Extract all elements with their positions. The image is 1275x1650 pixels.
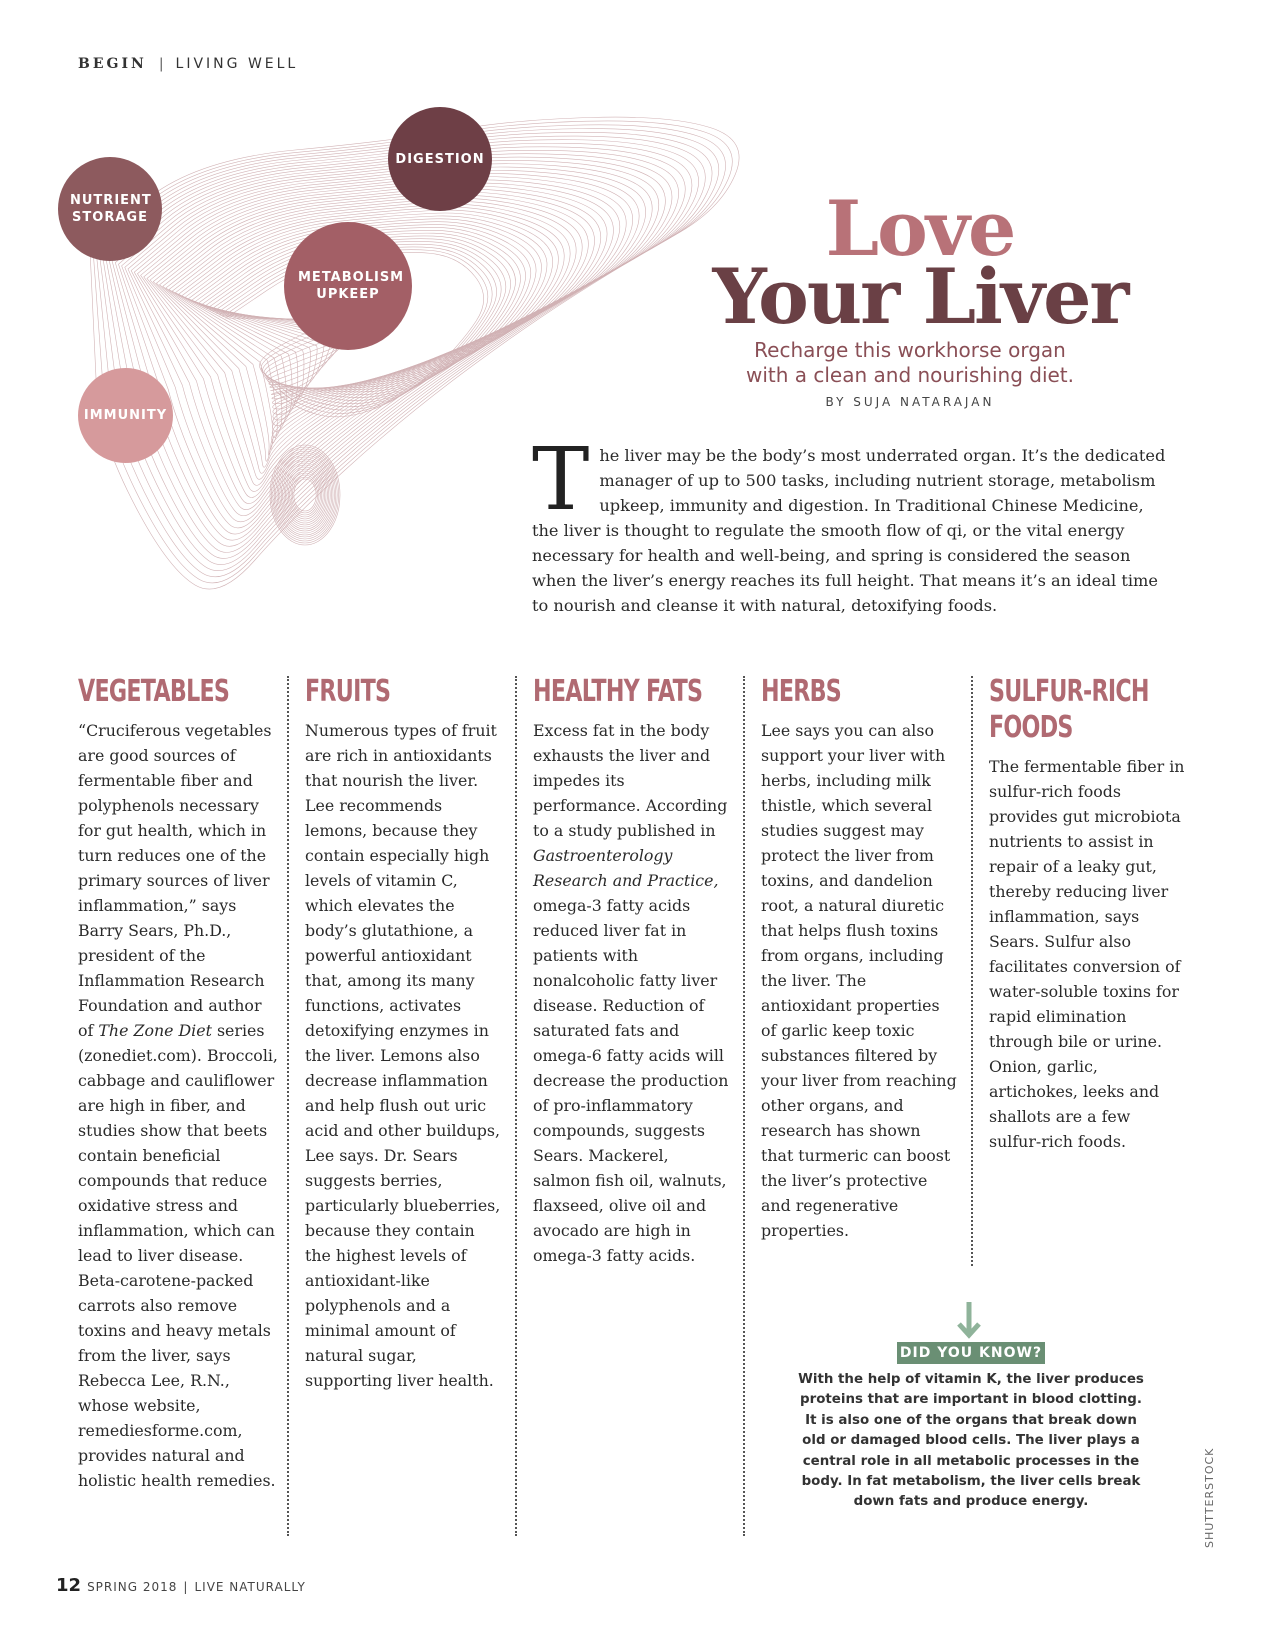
section-header [78, 56, 298, 72]
column-body [533, 718, 729, 1268]
heading-line: SULFUR-RICH [989, 674, 1149, 709]
article-dek [720, 338, 1100, 388]
nutrient-storage-bubble [58, 157, 162, 261]
column-herbs [761, 674, 957, 1243]
did-you-know-text: With the help of vitamin K, the liver produces proteins that are important in blood clotting. It is also one of the organs that break down old or damaged blood cells. The liver plays a central role in all metabolic processes in the body. In fat metabolism, the liver cells break down fats and produce energy. [798, 1372, 1144, 1510]
column-heading: HEALTHY FATS [533, 674, 703, 709]
body-text: omega-3 fatty acids reduced liver fat in patients with nonalcoholic fatty liver disease. Reduction of saturated fats and omega-6 fatty acids will decrease the production of pro-inflammatory compounds, suggests Sears. Mackerel, salmon fish oil, walnuts, flaxseed, olive oil and avocado are high in omega-3 fatty acids. [533, 896, 729, 1265]
liver-lobe-line [290, 473, 321, 517]
intro-text: he liver may be the body’s most underrated organ. It’s the dedicated manager of up to 500 tasks, including nutrient storage, metabolism upkeep, immunity and digestion. In Traditional Chinese Medicine, the liver is thought to regulate the smooth flow of qi, or the vital energy necessary for health and well-being, and spring is considered the season when the liver’s energy reaches its full height. That means it’s an ideal time to nourish and cleanse it with natural, detoxifying foods. [532, 446, 1166, 615]
header-separator: | [158, 56, 164, 72]
body-text: The fermentable fiber in sulfur-rich foods provides gut microbiota nutrients to assist in repair of a leaky gut, thereby reducing liver inflammation, says Sears. Sulfur also facilitates conversion of water-soluble toxins for rapid elimination through bile or urine. Onion, garlic, artichokes, leeks and shallots are a few sulfur-rich foods. [989, 757, 1185, 1151]
digestion-label: DIGESTION [395, 151, 485, 167]
subsection-label: LIVING WELL [175, 56, 299, 72]
byline: BY SUJA NATARAJAN [825, 395, 995, 409]
column-divider [971, 676, 973, 1266]
liver-lobe-line [294, 479, 316, 511]
heading-line: FOODS [989, 710, 1073, 745]
column-healthy-fats [533, 674, 729, 1268]
column-heading [989, 674, 1149, 746]
liver-lobe-line [284, 465, 326, 525]
magazine-name: LIVE NATURALLY [194, 1580, 306, 1594]
article-title [700, 184, 1140, 341]
column-heading: VEGETABLES [78, 674, 230, 709]
immunity-label: IMMUNITY [83, 408, 168, 423]
nutrient-storage-label: NUTRIENT STORAGE [70, 193, 152, 225]
metabolism-label: METABOLISM UPKEEP [298, 270, 405, 302]
digestion-bubble [388, 107, 492, 211]
body-italic: The Zone Diet [98, 1021, 212, 1040]
down-arrow-icon [957, 1302, 981, 1340]
column-divider [287, 676, 289, 1536]
column-sulfur-rich-foods [989, 674, 1185, 1154]
photo-credit: SHUTTERSTOCK [1203, 1447, 1216, 1548]
column-body [78, 718, 278, 1493]
did-you-know-label: DID YOU KNOW? [897, 1342, 1045, 1364]
body-text: series (zonediet.com). Broccoli, cabbage and cauliflower are high in fiber, and studies show that beets contain beneficial compounds that reduce oxidative stress and inflammation, which can lead to liver disease. Beta-carotene-packed carrots also remove toxins and heavy metals from the liver, says Rebecca Lee, R.N., whose website, remediesforme.com, provides natural and holistic health remedies. [78, 1021, 278, 1490]
body-text: Numerous types of fruit are rich in antioxidants that nourish the liver. Lee recommends lemons, because they contain especially high levels of vitamin C, which elevates the body’s glutathione, a powerful antioxidant that, among its many functions, activates detoxifying enzymes in the liver. Lemons also decrease inflammation and help flush out uric acid and other buildups, Lee says. Dr. Sears suggests berries, particularly blueberries, because they contain the highest levels of antioxidant-like polyphenols and a minimal amount of natural sugar, supporting liver health. [305, 721, 501, 1390]
column-vegetables [78, 674, 278, 1493]
section-label: BEGIN [78, 56, 147, 72]
column-heading: FRUITS [305, 674, 391, 709]
body-text: Excess fat in the body exhausts the liver and impedes its performance. According to a study published in [533, 721, 728, 840]
dek-line-1: Recharge this workhorse organ [754, 338, 1066, 362]
body-text: Lee says you can also support your liver with herbs, including milk thistle, which several studies suggest may protect the liver from toxins, and dandelion root, a natural diuretic that helps flush toxins from organs, including the liver. The antioxidant properties of garlic keep toxic substances filtered by your liver from reaching other organs, and research has shown that turmeric can boost the liver’s protective and regenerative properties. [761, 721, 957, 1240]
footer-separator: | [183, 1580, 189, 1594]
body-text: “Cruciferous vegetables are good sources of fermentable fiber and polyphenols necessary for gut health, which in turn reduces one of the primary sources of liver inflammation,” says Barry Sears, Ph.D., president of the Inflammation Research Foundation and author of [78, 721, 272, 1040]
liver-lobe-line [280, 459, 330, 531]
body-italic: Gastroenterology Research and Practice, [533, 846, 719, 890]
title-line-2: Your Liver [712, 252, 1128, 341]
immunity-bubble [78, 368, 173, 463]
intro-paragraph [532, 430, 1172, 618]
title-line-1: Love [825, 184, 1015, 273]
page-number: 12 [56, 1575, 82, 1596]
column-body [305, 718, 501, 1393]
metabolism-bubble [284, 222, 412, 350]
liver-lobe-line [288, 471, 322, 519]
column-body [989, 754, 1185, 1154]
column-heading: HERBS [761, 674, 842, 709]
column-fruits [305, 674, 501, 1393]
column-divider [743, 676, 745, 1536]
column-divider [515, 676, 517, 1536]
column-body [761, 718, 957, 1243]
page-footer [56, 1575, 306, 1596]
issue-label: SPRING 2018 [87, 1580, 178, 1594]
dek-line-2: with a clean and nourishing diet. [745, 363, 1075, 387]
drop-cap: T [532, 430, 590, 530]
